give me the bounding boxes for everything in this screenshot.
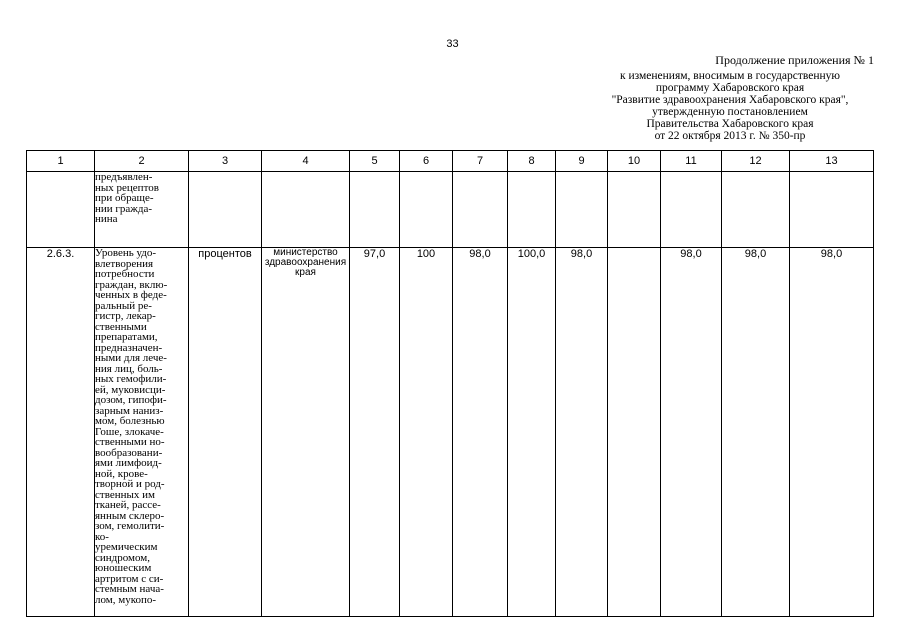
value-col-9: 98,0	[556, 248, 608, 617]
column-header: 9	[556, 151, 608, 172]
text-line: ных рецептов	[95, 181, 159, 194]
text-line: тканей, рассе-	[95, 499, 161, 511]
text-line: ко-	[95, 530, 109, 543]
text-line: Уровень удо-	[95, 247, 157, 259]
text-line: зом, гемолити-	[95, 520, 165, 532]
table-cell	[262, 172, 350, 248]
text-line: потребности	[95, 268, 155, 280]
text-line: зарным наниз-	[95, 404, 164, 417]
column-header: 10	[608, 151, 661, 172]
table-row-2-6-3	[27, 248, 874, 617]
table-cell	[608, 172, 661, 248]
unit-of-measure: процентов	[189, 248, 262, 617]
column-header: 6	[400, 151, 453, 172]
value-col-5: 97,0	[350, 248, 400, 617]
table-cell	[661, 172, 722, 248]
annex-line: к изменениям, вносимым в государственную	[620, 70, 840, 82]
table-cell	[400, 172, 453, 248]
text-line: граждан, вклю-	[95, 278, 168, 291]
annex-line: Правительства Хабаровского края	[646, 118, 814, 130]
text-line: нина	[95, 213, 118, 225]
text-line: ной, крове-	[95, 467, 148, 480]
text-line: дозом, гипофи-	[95, 394, 167, 406]
value-col-6: 100	[400, 248, 453, 617]
value-col-8: 100,0	[508, 248, 556, 617]
text-line: лом, мукопо-	[95, 593, 157, 606]
indicators-table	[26, 150, 874, 617]
text-line: нии гражда-	[95, 202, 153, 215]
table-cell	[556, 172, 608, 248]
column-header: 1	[27, 151, 95, 172]
text-line: артритом с си-	[95, 572, 164, 585]
column-header: 13	[790, 151, 874, 172]
text-line: препаратами,	[95, 331, 158, 343]
column-header: 3	[189, 151, 262, 172]
text-line: Гоше, злокаче-	[95, 425, 164, 438]
page-number: 33	[446, 38, 459, 50]
table-cell	[27, 172, 95, 248]
text-line: стемным нача-	[95, 583, 164, 595]
text-line: янным склеро-	[95, 509, 165, 522]
text-line: ственными	[95, 320, 147, 333]
text-line: ных гемофили-	[95, 373, 167, 385]
value-col-10	[608, 248, 661, 617]
text-line: юношеским	[95, 562, 152, 574]
text-line: влетворения	[95, 257, 154, 270]
annex-line: "Развитие здравоохранения Хабаровского края",	[611, 94, 849, 106]
text-line: ственных им	[95, 488, 155, 501]
text-line: уремическим	[95, 541, 158, 553]
column-header: 11	[661, 151, 722, 172]
text-line: ственными но-	[95, 436, 165, 448]
indicator-name	[95, 248, 189, 617]
continued-indicator-text	[95, 172, 189, 248]
table-cell	[189, 172, 262, 248]
column-header: 4	[262, 151, 350, 172]
annex-continuation-title: Продолжение приложения № 1	[715, 53, 874, 67]
text-line: мом, болезнью	[95, 415, 165, 427]
text-line: ями лимфоид-	[95, 457, 162, 469]
table-cell	[508, 172, 556, 248]
table-cell	[453, 172, 508, 248]
value-col-11: 98,0	[661, 248, 722, 617]
annex-line: программу Хабаровского края	[655, 82, 805, 94]
text-line: гистр, лекар-	[95, 310, 156, 322]
value-col-12: 98,0	[722, 248, 790, 617]
table-cell	[722, 172, 790, 248]
table-row-continued	[27, 172, 874, 248]
text-line: ния лиц, боль-	[95, 362, 163, 375]
annex-line: от 22 октября 2013 г. № 350-пр	[654, 130, 806, 142]
text-line: творной и род-	[95, 478, 165, 490]
text-line: при обраще-	[95, 192, 154, 204]
row-code: 2.6.3.	[27, 248, 95, 617]
column-header: 7	[453, 151, 508, 172]
text-line: ными для лече-	[95, 352, 167, 364]
text-line: предназначен-	[95, 341, 163, 354]
text-line: предъявлен-	[95, 171, 153, 183]
annex-reference-block	[560, 70, 900, 142]
column-header: 2	[95, 151, 189, 172]
table-cell	[790, 172, 874, 248]
text-line: ральный ре-	[95, 299, 152, 312]
column-header: 8	[508, 151, 556, 172]
column-header: 5	[350, 151, 400, 172]
column-number-row	[27, 151, 874, 172]
value-col-7: 98,0	[453, 248, 508, 617]
column-header: 12	[722, 151, 790, 172]
text-line: ченных в феде-	[95, 289, 167, 301]
text-line: синдромом,	[95, 551, 151, 564]
value-col-13: 98,0	[790, 248, 874, 617]
text-line: вообразовани-	[95, 446, 163, 459]
annex-line: утвержденную постановлением	[652, 106, 808, 118]
responsible-agency: министерство здравоохранения края	[262, 248, 350, 617]
text-line: ей, муковисци-	[95, 383, 166, 396]
table-cell	[350, 172, 400, 248]
